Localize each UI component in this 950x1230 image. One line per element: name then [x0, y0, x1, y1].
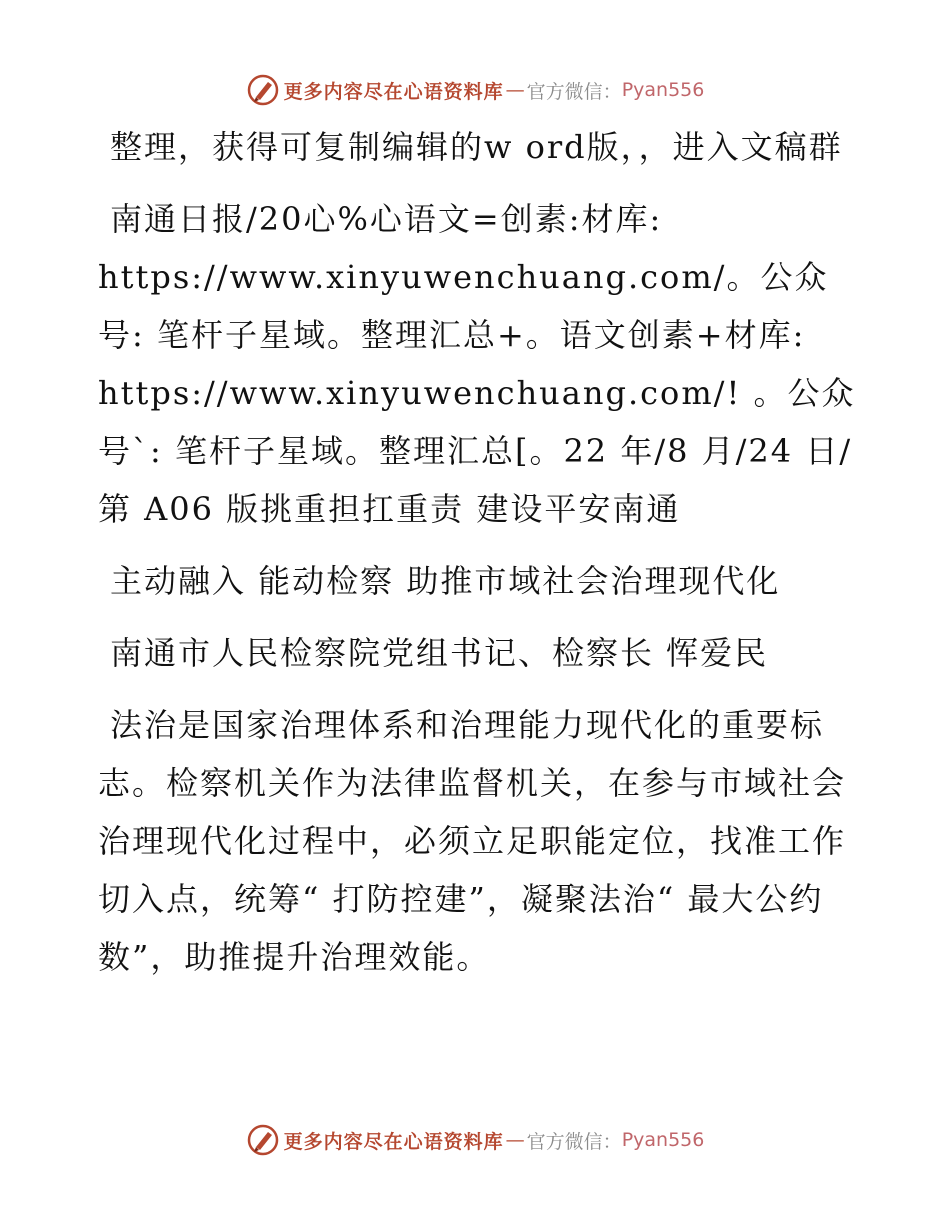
- article-title: 主动融入 能动检察 助推市域社会治理现代化: [110, 562, 781, 600]
- footer-banner: [0, 1120, 950, 1160]
- banner-main-text: 更多内容尽在心语资料库: [283, 80, 504, 103]
- paragraph-body: 法治是国家治理体系和治理能力现代化的重要标志。检察机关作为法律监督机关，在参与市域社会治理现代化过程中，必须立足职能定位，找准工作切入点，统筹“ 打防控建”，凝聚法治“ 最大公约数”，助推提升治理效能。: [98, 706, 847, 976]
- banner-dash: —: [505, 79, 525, 101]
- paragraph-source: 南通日报/20心%心语文=创素:材库: https://www.xinyuwenchuang.com/。公众号: 笔杆子星域。整理汇总+。语文创素+材库: https://www.xinyuwenchuang.com/! 。公众号`: 笔杆子星域。整理汇总[。22 年/8 月/24 日/第 A06 版挑重担扛重责 建设平安南通: [98, 200, 856, 528]
- banner-wechat-label: 官方微信：: [526, 1130, 622, 1153]
- header-banner: [0, 70, 950, 110]
- banner-wechat-id: Pyan556: [621, 79, 705, 101]
- banner-wechat-id: Pyan556: [621, 1129, 705, 1151]
- banner-wechat-label: 官方微信：: [526, 80, 622, 103]
- paragraph-intro: 整理，获得可复制编辑的w ord版，，进入文稿群: [110, 128, 843, 166]
- banner-dash: —: [505, 1129, 525, 1151]
- article-author: 南通市人民检察院党组书记、检察长 恽爱民: [110, 634, 769, 672]
- pen-logo-icon: [246, 1123, 280, 1157]
- document-body: [98, 118, 858, 1000]
- pen-logo-icon: [246, 73, 280, 107]
- banner-main-text: 更多内容尽在心语资料库: [283, 1130, 504, 1153]
